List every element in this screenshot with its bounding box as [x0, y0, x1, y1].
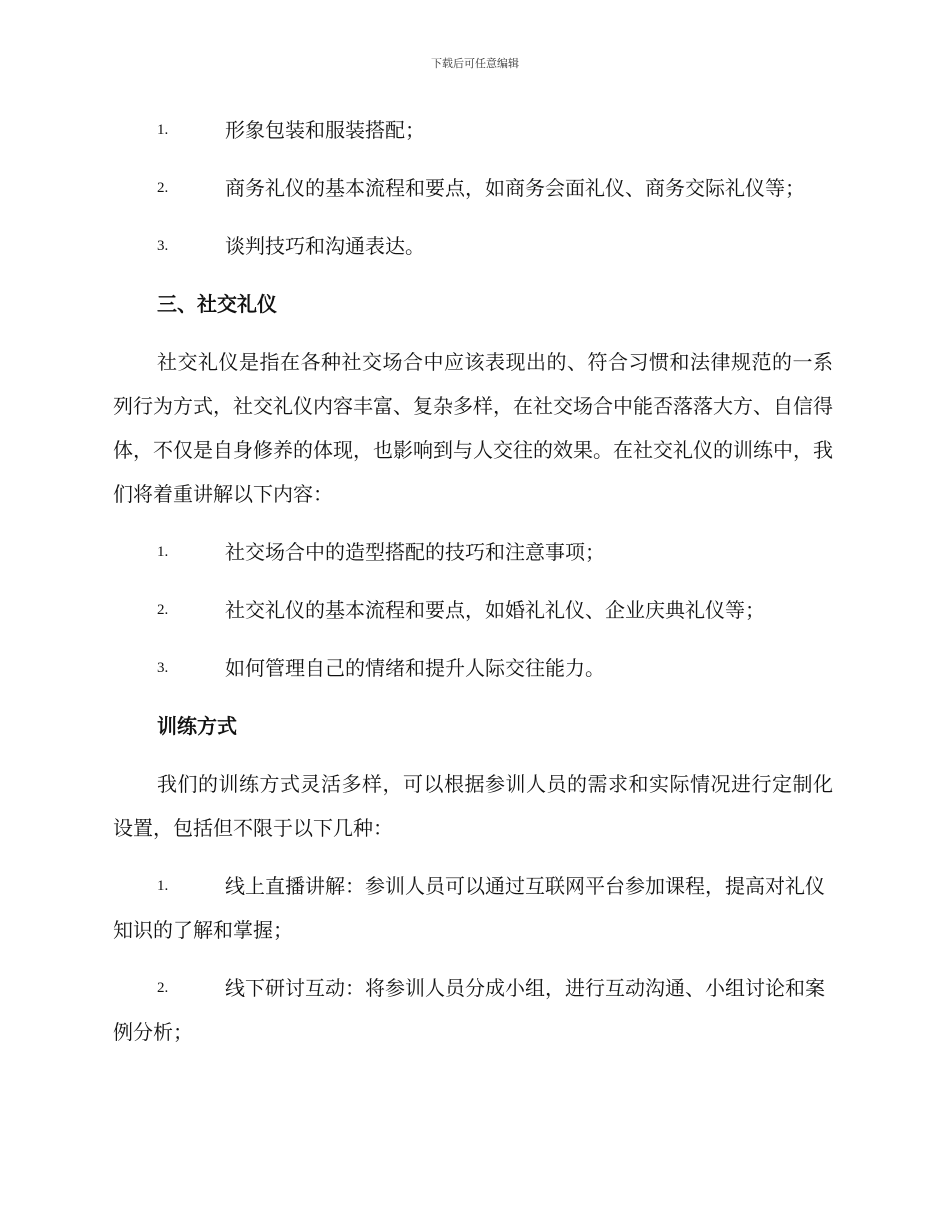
list-number: 3.	[157, 660, 169, 676]
document-body	[113, 108, 833, 1068]
list-item	[113, 864, 833, 952]
list-item	[113, 224, 833, 268]
list-item	[113, 966, 833, 1054]
list-text: 如何管理自己的情绪和提升人际交往能力。	[225, 656, 605, 680]
list-number: 1.	[157, 544, 169, 560]
list-item	[113, 646, 833, 690]
list-item	[113, 166, 833, 210]
list-text: 社交礼仪的基本流程和要点，如婚礼礼仪、企业庆典礼仪等；	[225, 598, 765, 622]
list-text: 商务礼仪的基本流程和要点，如商务会面礼仪、商务交际礼仪等；	[225, 176, 805, 200]
section-heading: 三、社交礼仪	[157, 292, 277, 316]
section-heading: 训练方式	[157, 714, 237, 738]
list-text: 谈判技巧和沟通表达。	[225, 234, 425, 258]
list-text: 线上直播讲解：参训人员可以通过互联网平台参加课程，提高对礼仪知识的了解和掌握；	[113, 874, 825, 942]
list-number: 1.	[157, 122, 169, 138]
list-item	[113, 108, 833, 152]
list-number: 2.	[157, 602, 169, 618]
header-note: 下载后可任意编辑	[431, 57, 519, 70]
list-text: 形象包装和服装搭配；	[225, 118, 425, 142]
list-number: 3.	[157, 238, 169, 254]
list-number: 1.	[157, 878, 169, 894]
list-item	[113, 588, 833, 632]
list-text: 线下研讨互动：将参训人员分成小组，进行互动沟通、小组讨论和案例分析；	[113, 976, 825, 1044]
list-number: 2.	[157, 980, 169, 996]
list-text: 社交场合中的造型搭配的技巧和注意事项；	[225, 540, 605, 564]
section-paragraph: 我们的训练方式灵活多样，可以根据参训人员的需求和实际情况进行定制化设置，包括但不限于以下几种：	[113, 772, 833, 840]
section-paragraph: 社交礼仪是指在各种社交场合中应该表现出的、符合习惯和法律规范的一系列行为方式，社交礼仪内容丰富、复杂多样，在社交场合中能否落落大方、自信得体，不仅是自身修养的体现，也影响到与人交往的效果。在社交礼仪的训练中，我们将着重讲解以下内容：	[113, 350, 833, 506]
list-number: 2.	[157, 180, 169, 196]
list-item	[113, 530, 833, 574]
